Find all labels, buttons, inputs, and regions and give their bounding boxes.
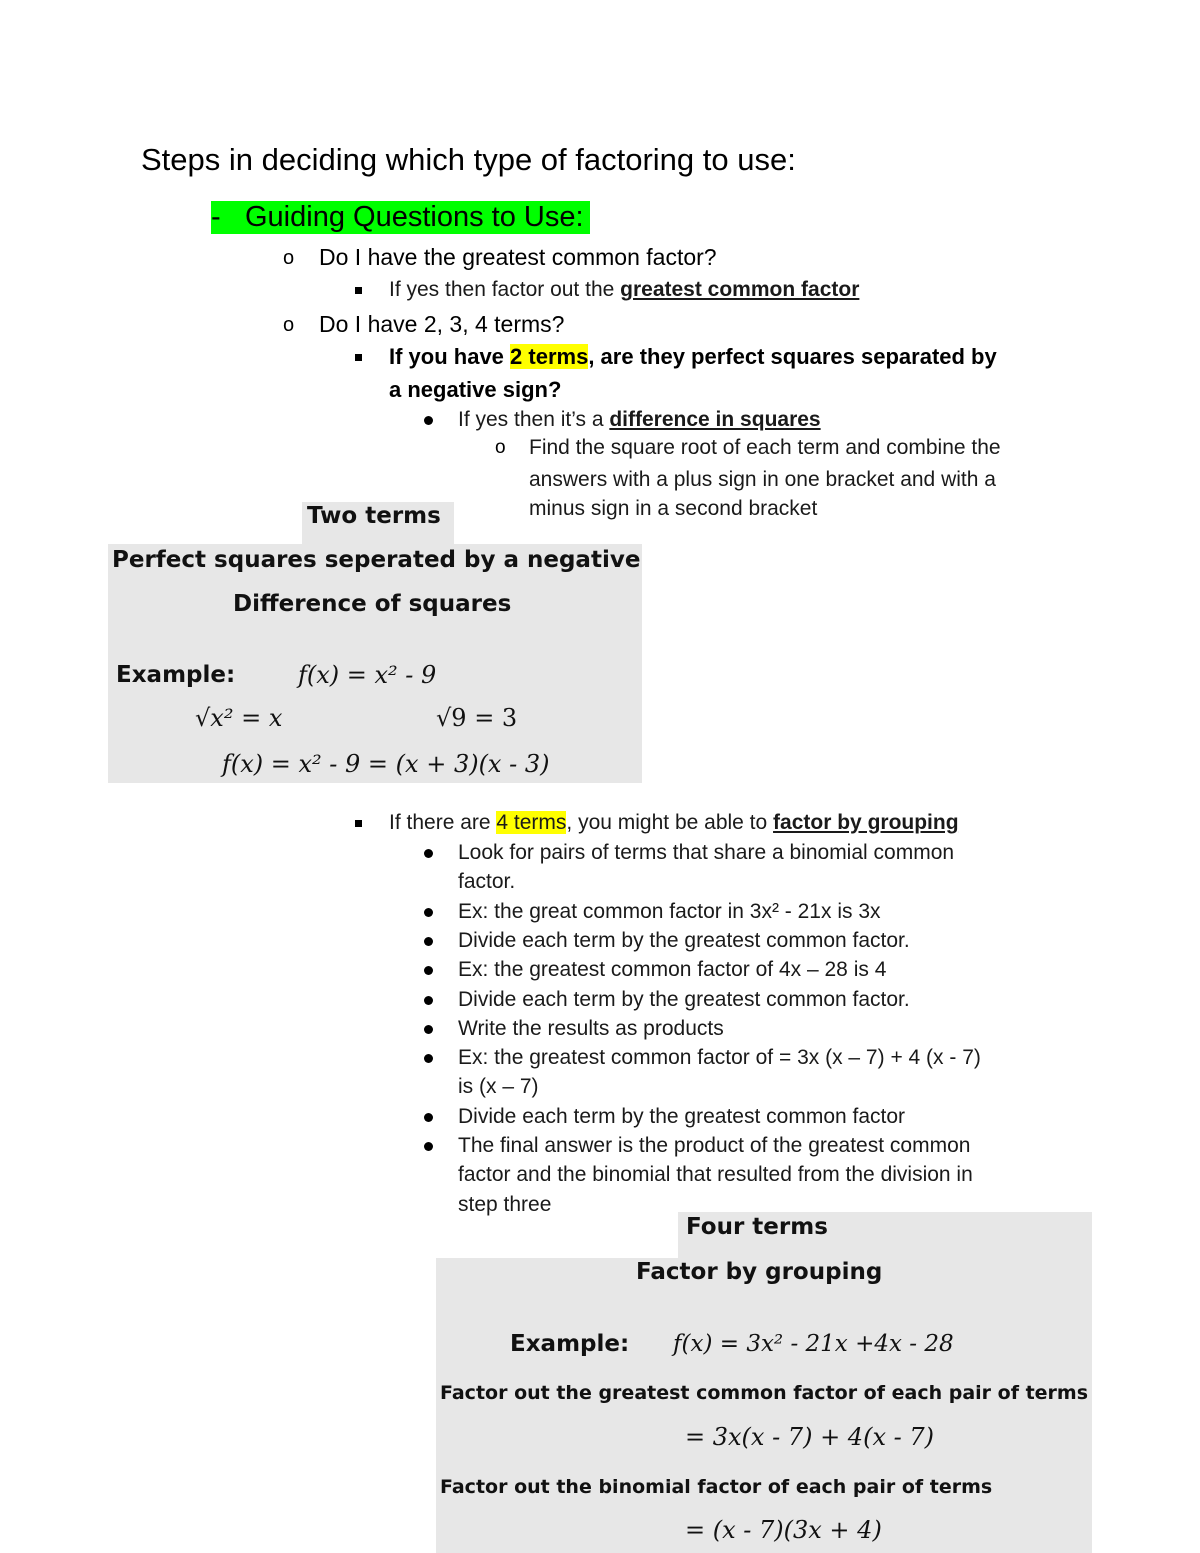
root-nine: √9 = 3 bbox=[436, 704, 518, 732]
grouping-step-text: Ex: the great common factor in 3x² - 21x is 3x bbox=[458, 899, 881, 923]
two-terms-pre: If you have bbox=[389, 344, 511, 369]
circle-bullet-icon: o bbox=[283, 314, 295, 336]
root-x-squared: √x² = x bbox=[195, 704, 283, 732]
difference-squares-result: f(x) = x² - 9 = (x + 3)(x - 3) bbox=[222, 750, 550, 778]
circle-bullet-icon: o bbox=[283, 247, 295, 269]
two-terms-post: , are they perfect squares separated by bbox=[588, 344, 997, 369]
square-bullet-icon bbox=[355, 354, 362, 361]
square-bullet-icon bbox=[355, 287, 362, 294]
guiding-questions-heading bbox=[211, 201, 590, 234]
two-terms-highlight: 2 terms bbox=[510, 344, 589, 369]
dot-bullet-icon bbox=[424, 1054, 433, 1063]
grouping-step-text: factor and the binomial that resulted from the division in bbox=[458, 1163, 973, 1187]
diff-squares-pre: If yes then it’s a bbox=[458, 408, 610, 431]
dash-marker: - bbox=[211, 201, 221, 233]
two-terms-question-line2: a negative sign? bbox=[389, 377, 562, 402]
two-terms-heading: Two terms bbox=[307, 503, 441, 529]
grouping-step-text: Divide each term by the greatest common factor bbox=[458, 1104, 906, 1128]
grouping-step-text: Divide each term by the greatest common factor. bbox=[458, 928, 910, 952]
binomial-factor-step: Factor out the binomial factor of each pair of terms bbox=[440, 1476, 993, 1498]
four-terms-box bbox=[436, 1258, 1092, 1553]
sqrt-step-line: Find the square root of each term and combine the bbox=[529, 436, 1001, 459]
four-terms-question bbox=[389, 811, 959, 835]
grouping-step-text: step three bbox=[458, 1192, 552, 1216]
dot-bullet-icon bbox=[424, 849, 433, 858]
dot-bullet-icon bbox=[424, 996, 433, 1005]
dot-bullet-icon bbox=[424, 1025, 433, 1034]
dot-bullet-icon bbox=[424, 966, 433, 975]
gcf-pairs-result: = 3x(x - 7) + 4(x - 7) bbox=[685, 1423, 934, 1451]
grouping-step-text: is (x – 7) bbox=[458, 1075, 539, 1099]
gcf-answer bbox=[389, 278, 859, 302]
factor-by-grouping-term: factor by grouping bbox=[773, 811, 959, 834]
difference-of-squares-label: Difference of squares bbox=[233, 591, 512, 617]
perfect-squares-label: Perfect squares seperated by a negative bbox=[112, 547, 641, 573]
two-terms-question bbox=[389, 344, 997, 370]
square-bullet-icon bbox=[355, 820, 362, 827]
page-title: Steps in deciding which type of factoring to use: bbox=[141, 142, 796, 177]
four-terms-highlight: 4 terms bbox=[496, 811, 567, 834]
dot-bullet-icon bbox=[424, 937, 433, 946]
sqrt-step-line: answers with a plus sign in one bracket and with a bbox=[529, 468, 996, 491]
dot-bullet-icon bbox=[424, 908, 433, 917]
four-terms-heading: Four terms bbox=[686, 1214, 828, 1240]
gcf-pairs-step: Factor out the greatest common factor of each pair of terms bbox=[440, 1382, 1089, 1404]
dot-bullet-icon bbox=[424, 416, 433, 425]
example-label: Example: bbox=[116, 662, 236, 688]
final-factored-result: = (x - 7)(3x + 4) bbox=[685, 1516, 882, 1544]
example-expression: f(x) = x² - 9 bbox=[298, 661, 437, 689]
grouping-step-text: Divide each term by the greatest common factor. bbox=[458, 987, 910, 1011]
example-expression: f(x) = 3x² - 21x +4x - 28 bbox=[673, 1331, 954, 1357]
dot-bullet-icon bbox=[424, 1142, 433, 1151]
four-terms-mid: , you might be able to bbox=[566, 811, 774, 834]
gcf-answer-prefix: If yes then factor out the bbox=[389, 278, 621, 301]
grouping-step-text: factor. bbox=[458, 870, 516, 894]
factor-by-grouping-label: Factor by grouping bbox=[636, 1259, 883, 1285]
question-gcf: Do I have the greatest common factor? bbox=[319, 244, 717, 270]
gcf-term: greatest common factor bbox=[620, 278, 860, 301]
grouping-step-text: Ex: the greatest common factor of = 3x (x – 7) + 4 (x - 7) bbox=[458, 1046, 981, 1070]
difference-in-squares-term: difference in squares bbox=[609, 408, 821, 431]
circle-bullet-icon: o bbox=[495, 437, 506, 458]
example-label: Example: bbox=[510, 1331, 630, 1357]
difference-squares-answer bbox=[458, 408, 821, 432]
grouping-step-text: Write the results as products bbox=[458, 1016, 724, 1040]
grouping-step-text: The final answer is the product of the greatest common bbox=[458, 1134, 971, 1157]
dot-bullet-icon bbox=[424, 1113, 433, 1122]
question-terms: Do I have 2, 3, 4 terms? bbox=[319, 311, 565, 337]
guiding-questions-label: Guiding Questions to Use: bbox=[245, 201, 584, 233]
grouping-step-text: Look for pairs of terms that share a binomial common bbox=[458, 841, 955, 864]
sqrt-step-line: minus sign in a second bracket bbox=[529, 497, 818, 520]
grouping-step-text: Ex: the greatest common factor of 4x – 28 is 4 bbox=[458, 958, 887, 982]
four-terms-pre: If there are bbox=[389, 811, 497, 834]
